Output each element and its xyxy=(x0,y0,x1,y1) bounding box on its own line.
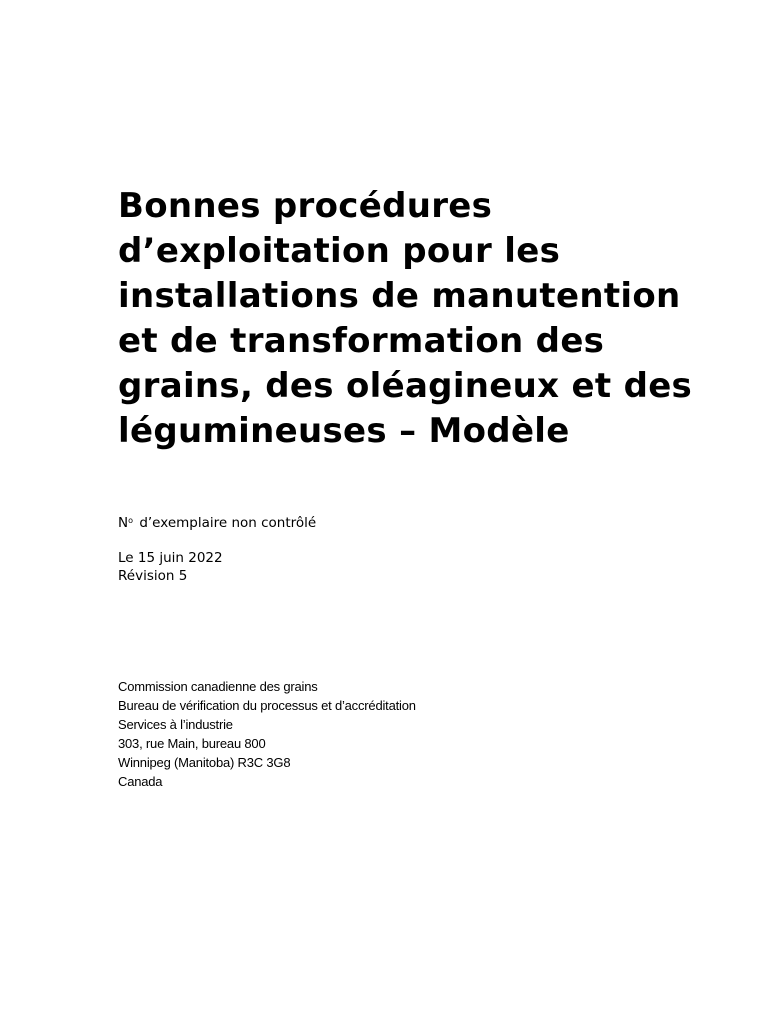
address-line-bureau: Bureau de vérification du processus et d’accréditation xyxy=(118,698,416,713)
title-line-4: et de transformation des xyxy=(118,321,605,361)
title-line-2: d’exploitation pour les xyxy=(118,231,561,271)
copy-number-symbol: N xyxy=(118,515,129,531)
title-line-3: installations de manutention xyxy=(118,276,681,316)
copy-number-superscript: o xyxy=(128,516,134,525)
document-date: Le 15 juin 2022 xyxy=(118,550,223,566)
publisher-address xyxy=(118,677,416,791)
copy-number-text: d’exemplaire non contrôlé xyxy=(139,515,317,531)
address-line-organization: Commission canadienne des grains xyxy=(118,679,318,694)
document-revision: Révision 5 xyxy=(118,568,188,584)
address-line-country: Canada xyxy=(118,774,163,789)
title-line-6: légumineuses – Modèle xyxy=(118,411,570,451)
address-line-street: 303, rue Main, bureau 800 xyxy=(118,736,266,751)
document-title xyxy=(118,184,758,454)
title-line-1: Bonnes procédures xyxy=(118,186,493,226)
title-line-5: grains, des oléagineux et des xyxy=(118,366,693,406)
address-line-city: Winnipeg (Manitoba) R3C 3G8 xyxy=(118,755,291,770)
address-line-services: Services à l’industrie xyxy=(118,717,233,732)
copy-number-line xyxy=(118,512,316,532)
